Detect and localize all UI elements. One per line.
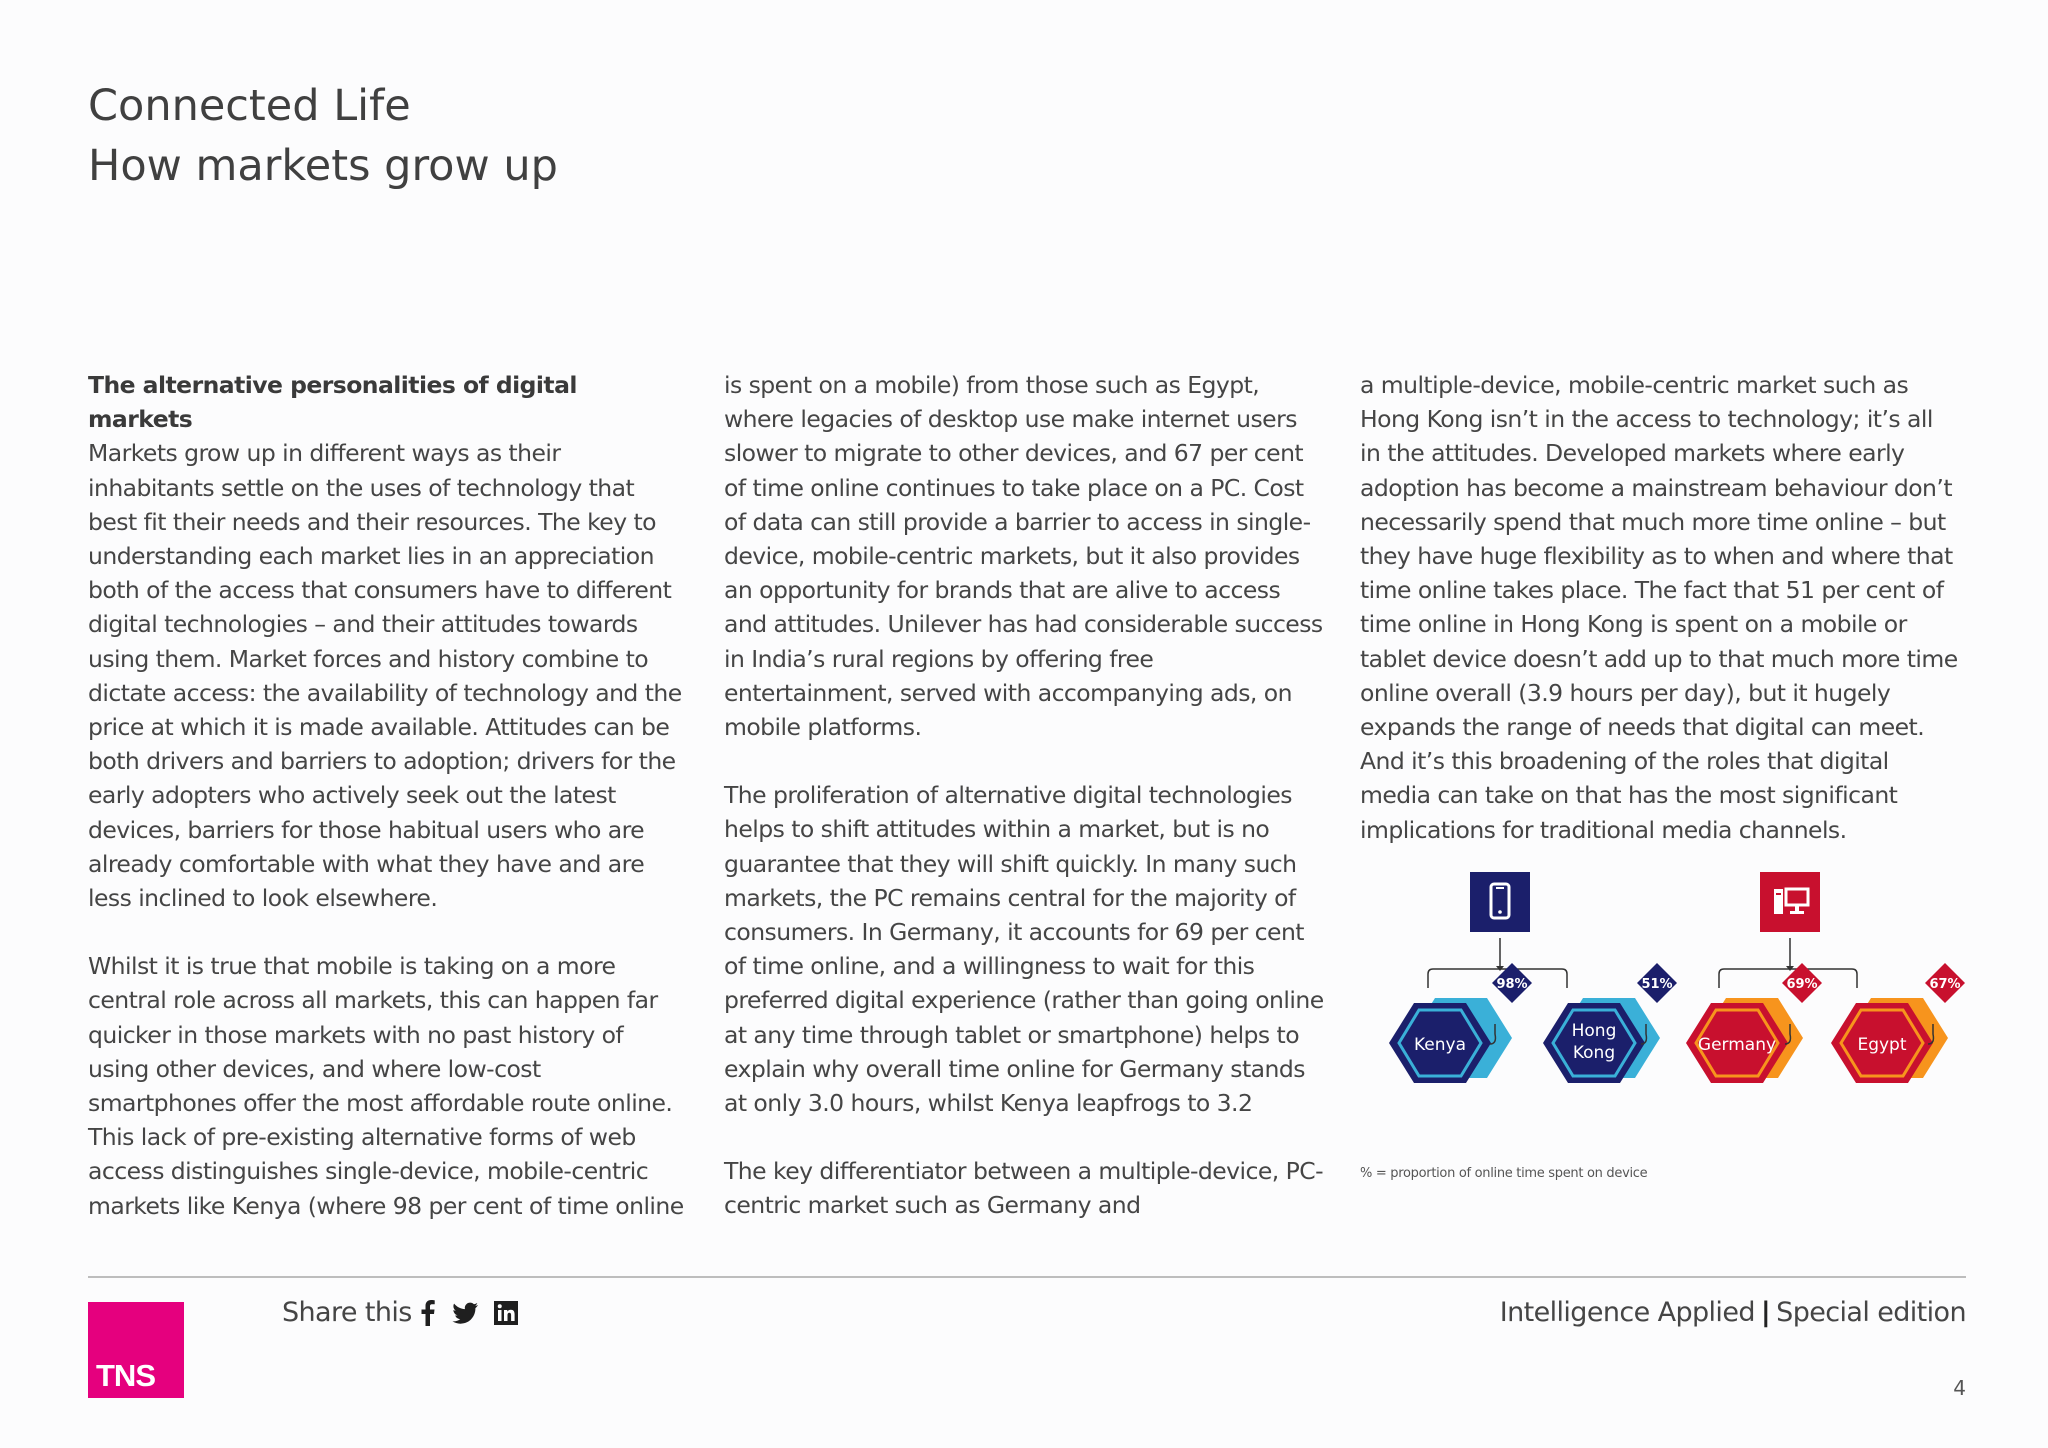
market-label: Kenya <box>1413 1035 1467 1055</box>
section-heading: The alternative personalities of digital markets <box>88 371 577 434</box>
title-line-1: Connected Life <box>88 81 411 131</box>
market-label: Hong <box>1571 1021 1617 1041</box>
edition-label: Special edition <box>1776 1297 1966 1328</box>
hexagon-germany <box>1686 963 1822 1083</box>
title-line-2: How markets grow up <box>88 141 558 191</box>
logo-text: TNS <box>96 1358 155 1393</box>
market-label: Germany <box>1697 1035 1777 1055</box>
mobile-phone-icon <box>1470 872 1530 932</box>
hexagon-hong-kong <box>1543 963 1677 1083</box>
twitter-icon[interactable] <box>450 1298 480 1328</box>
device-share-infographic <box>1355 864 1961 1194</box>
paragraph: The proliferation of alternative digital technologies helps to shift attitudes within a market, but is no guarantee that they will shift quickly. In many such markets, the PC remains central for the majority of consumers. In Germany, it accounts for 69 per cent of time online, and a willingness to wait for this preferred digital experience (rather than going online at any time through tablet or smartphone) helps to explain why overall time online for Germany stands at only 3.0 hours, whilst Kenya leapfrogs to 3.2 <box>724 781 1324 1118</box>
infographic-footnote: % = proportion of online time spent on device <box>1360 1166 1648 1181</box>
brand-name: Intelligence Applied <box>1499 1297 1755 1328</box>
hexagon-egypt <box>1831 963 1965 1083</box>
paragraph: The key differentiator between a multiple-device, PC-centric market such as Germany and <box>724 1157 1324 1220</box>
market-label: Kong <box>1572 1043 1616 1063</box>
share-label: Share this <box>282 1297 412 1328</box>
publication-brand <box>1500 1296 1966 1330</box>
article-column-3 <box>1360 368 1960 847</box>
paragraph: is spent on a mobile) from those such as Egypt, where legacies of desktop use make internet users slower to migrate to other devices, and 67 per cent of time online continues to take place on a PC. Cost of data can still provide a barrier to access in single-device, mobile-centric markets, but it also provides an opportunity for brands that are alive to access and attitudes. Unilever has had considerable success in India’s rural regions by offering free entertainment, served with accompanying ads, on mobile platforms. <box>724 371 1323 742</box>
hexagon-kenya <box>1389 963 1532 1083</box>
paragraph: a multiple-device, mobile-centric market such as Hong Kong isn’t in the access to technology; it’s all in the attitudes. Developed markets where early adoption has become a mainstream behaviour don’t necessarily spend that much more time online – but they have huge flexibility as to when and where that time online takes place. The fact that 51 per cent of time online in Hong Kong is spent on a mobile or tablet device doesn’t add up to that much more time online overall (3.9 hours per day), but it hugely expands the range of needs that digital can meet. And it’s this broadening of the roles that digital media can take on that has the most significant implications for traditional media channels. <box>1360 371 1958 844</box>
percent-badge: 67% <box>1929 977 1961 992</box>
percent-badge: 51% <box>1641 977 1673 992</box>
market-label: Egypt <box>1857 1035 1907 1055</box>
article-column-1 <box>88 368 688 1223</box>
page-title <box>88 76 558 196</box>
linkedin-icon[interactable] <box>492 1298 520 1328</box>
facebook-icon[interactable] <box>418 1298 438 1328</box>
paragraph: Markets grow up in different ways as their inhabitants settle on the uses of technology that best fit their needs and their resources. The key to understanding each market lies in an appreciation both of the access that consumers have to different digital technologies – and their attitudes towards using them. Market forces and history combine to dictate access: the availability of technology and the price at which it is made available. Attitudes can be both drivers and barriers to adoption; drivers for the early adopters who actively seek out the latest devices, barriers for those habitual users who are already comfortable with what they have and are less inclined to look elsewhere. <box>88 439 682 913</box>
tns-logo[interactable] <box>88 1302 184 1398</box>
brand-separator: | <box>1760 1297 1771 1328</box>
percent-badge: 98% <box>1496 977 1528 992</box>
page-number: 4 <box>1953 1376 1966 1400</box>
paragraph: Whilst it is true that mobile is taking on a more central role across all markets, this can happen far quicker in those markets with no past history of using other devices, and where low-cost smartphones offer the most affordable route online. This lack of pre-existing alternative forms of web access distinguishes single-device, mobile-centric markets like Kenya (where 98 per cent of time online <box>88 952 684 1220</box>
article-column-2 <box>724 368 1324 1223</box>
desktop-pc-icon <box>1760 872 1820 932</box>
footer-divider <box>88 1276 1966 1278</box>
percent-badge: 69% <box>1786 977 1818 992</box>
